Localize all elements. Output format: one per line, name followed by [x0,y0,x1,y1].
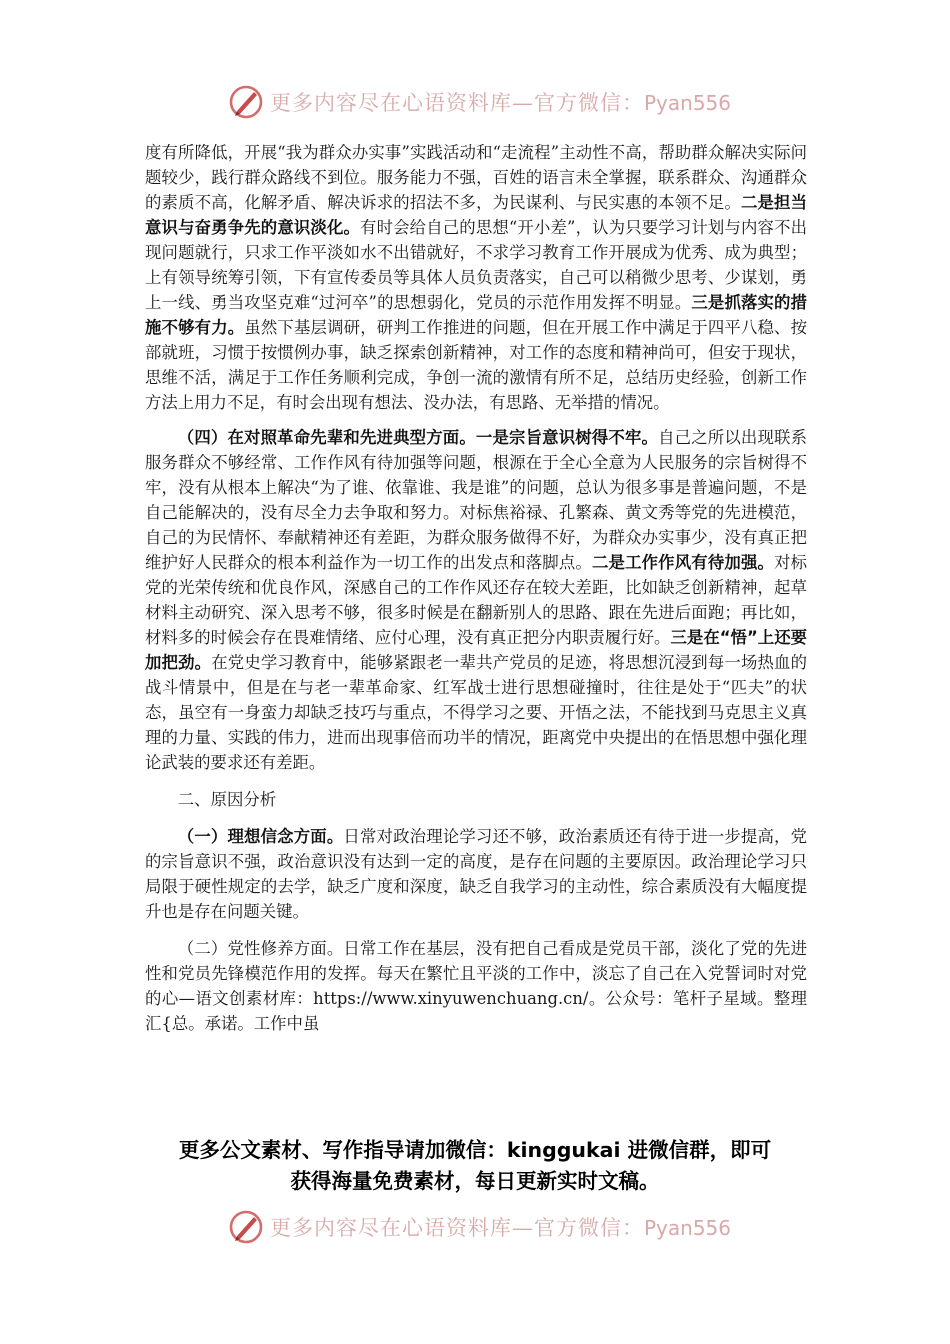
watermark-text: 更多内容尽在心语资料库—官方微信： [270,91,644,115]
bold-segment: 二是工作作风有待加强。 [591,553,775,572]
text-segment: 在党史学习教育中，能够紧跟老一辈共产党员的足迹，将思想沉浸到每一场热血的战斗情景中，但是在与老一辈革命家、红军战士进行思想碰撞时，往往是处于“匹夫”的状态，虽空有一身蛮力却缺乏技巧与重点，不得学习之要、开悟之法，不能找到马克思主义真理的力量、实践的伟力，进而出现事倍而功半的情况，距离党中央提出的在悟思想中强化理论武装的要求还有差距。 [145,653,808,772]
document-body [145,140,807,1036]
bold-segment: 三是在“悟”上还要加把劲。 [145,628,808,672]
paragraph [145,425,807,775]
watermark-handle: Pyan556 [644,1216,732,1240]
bold-segment: （一）理想信念方面。 [177,827,344,846]
watermark-header [228,82,748,122]
text-segment: 二、原因分析 [177,790,277,809]
watermark-footer [228,1207,748,1247]
text-segment: 自己之所以出现联系服务群众不够经常、工作作风有待加强等问题，根源在于全心全意为人民服务的宗旨树得不牢，没有从根本上解决“为了谁、依靠谁、我是谁”的问题，总认为很多事是普遍问题，不是自己能解决的，没有尽全力去争取和努力。对标焦裕禄、孔繁森、黄文秀等党的先进模范，自己的为民情怀、奉献精神还有差距，为群众服务做得不好，为群众办实事少，没有真正把维护好人民群众的根本利益作为一切工作的出发点和落脚点。 [145,428,807,572]
promo-banner [90,1135,860,1197]
text-segment: 对标党的光荣传统和优良作风，深感自己的工作作风还存在较大差距，比如缺乏创新精神，起草材料主动研究、深入思考不够，很多时候是在翻新别人的思路、跟在先进后面跑；再比如，材料多的时候会存在畏难情绪、应付心理，没有真正把分内职责履行好。 [145,553,808,647]
text-segment: 日常对政治理论学习还不够，政治素质还有待于进一步提高，党的宗旨意识不强，政治意识没有达到一定的高度，是存在问题的主要原因。政治理论学习只局限于硬性规定的去学，缺乏广度和深度，缺乏自我学习的主动性，综合素质没有大幅度提升也是存在问题关键。 [145,827,807,921]
text-segment: 度有所降低，开展“我为群众办实事”实践活动和“走流程”主动性不高，帮助群众解决实际问题较少，践行群众路线不到位。服务能力不强，百姓的语言未全掌握，联系群众、沟通群众的素质不高，化解矛盾、解决诉求的招法不多，为民谋利、与民实惠的本领不足。 [145,143,807,212]
promo-line-2: 获得海量免费素材，每日更新实时文稿。 [290,1169,660,1193]
bold-segment: 三是抓落实的措施不够有力。 [145,293,807,337]
bold-segment: 二是担当意识与奋勇争先的意识淡化。 [145,193,808,237]
paragraph [145,824,807,924]
promo-line-1: 更多公文素材、写作指导请加微信：kinggukai 进微信群，即可 [178,1138,772,1162]
bold-segment: 一是宗旨意识树得不牢。 [475,428,659,447]
paragraph [145,936,807,1036]
text-segment: 有时会给自己的思想“开小差”，认为只要学习计划与内容不出现问题就行，只求工作平淡如水不出错就好，不求学习教育工作开展成为优秀、成为典型；上有领导统筹引领，下有宣传委员等具体人员负责落实，自己可以稍微少思考、少谋划，勇上一线、勇当攻坚克难“过河卒”的思想弱化，党员的示范作用发挥不明显。 [145,218,807,312]
pen-circle-icon [228,1209,264,1245]
paragraph [145,140,807,415]
watermark-handle: Pyan556 [644,91,732,115]
pen-circle-icon [228,84,264,120]
text-segment: （二）党性修养方面。日常工作在基层，没有把自己看成是党员干部，淡化了党的先进性和党员先锋模范作用的发挥。每天在繁忙且平淡的工作中，淡忘了自己在入党誓词时对党的心—语文创素材库：https://www.xinyuwenchuang.cn/。公众号：笔杆子星域。整理汇{总。承诺。工作中虽 [145,939,807,1033]
bold-segment: （四）在对照革命先辈和先进典型方面。 [177,428,476,447]
paragraph [145,787,807,812]
text-segment: 虽然下基层调研，研判工作推进的问题，但在开展工作中满足于四平八稳、按部就班，习惯于按惯例办事，缺乏探索创新精神，对工作的态度和精神尚可，但安于现状，思维不活，满足于工作任务顺利完成，争创一流的激情有所不足，总结历史经验，创新工作方法上用力不足，有时会出现有想法、没办法，有思路、无举措的情况。 [145,318,808,412]
watermark-text: 更多内容尽在心语资料库—官方微信： [270,1216,644,1240]
